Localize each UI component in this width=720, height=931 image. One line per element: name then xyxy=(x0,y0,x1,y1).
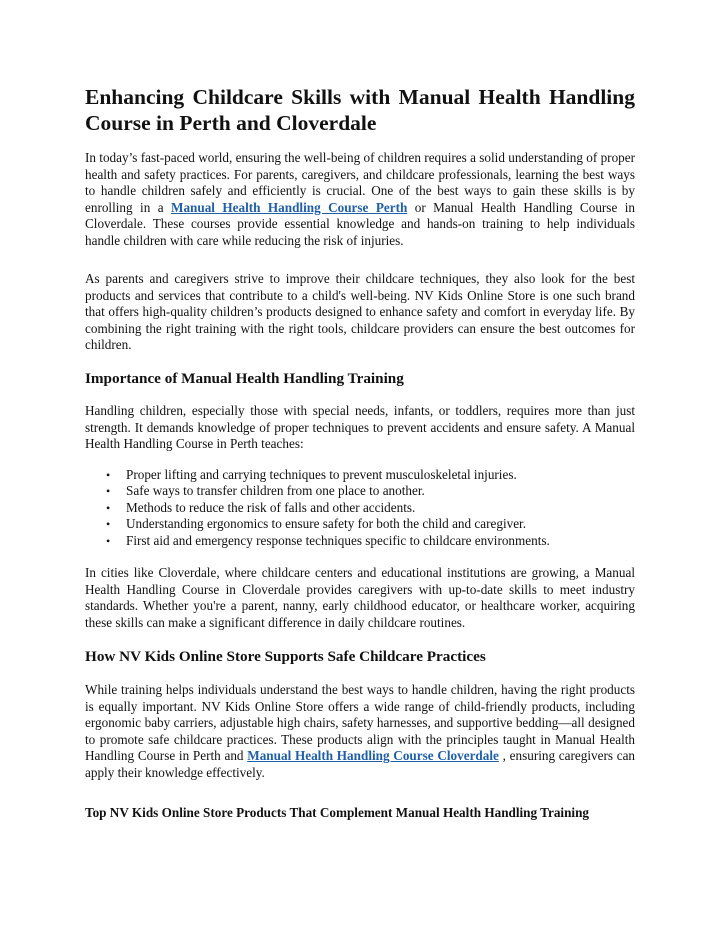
list-item xyxy=(85,483,635,499)
store-text-before-link: While training helps individuals understand the best ways to handle children, having the right products is equally important. NV Kids Online Store offers a wide range of child-friendly products, including ergonomic baby carriers, adjustable high chairs, safety harnesses, and supportive bedding—all designed to promote safe childcare practices. These products align with the principles taught in Manual Health Handling Course in Perth and xyxy=(85,682,635,764)
manual-health-handling-perth-link[interactable]: Manual Health Handling Course Perth xyxy=(171,199,408,215)
document-title: Enhancing Childcare Skills with Manual Health Handling Course in Perth and Cloverdale xyxy=(85,85,635,135)
list-item-text: Safe ways to transfer children from one place to another. xyxy=(126,483,425,499)
bullet-icon: • xyxy=(106,484,111,499)
importance-heading: Importance of Manual Health Handling Training xyxy=(85,370,404,387)
bullet-icon: • xyxy=(106,517,111,532)
list-item xyxy=(85,467,635,483)
bullet-icon: • xyxy=(106,468,111,482)
list-item xyxy=(85,533,635,549)
intro-paragraph xyxy=(85,150,635,250)
list-item-text: Proper lifting and carrying techniques to prevent musculoskeletal injuries. xyxy=(126,467,517,482)
manual-health-handling-cloverdale-link[interactable]: Manual Health Handling Course Cloverdale xyxy=(247,748,499,764)
bullet-icon: • xyxy=(106,533,111,548)
intro-text-after-link: or Manual Health Handling Course in Cloverdale. These courses provide essential knowledge and hands-on training to help individuals handle children with care while reducing the risk of injuries. xyxy=(85,199,635,248)
list-item-text: First aid and emergency response techniques specific to childcare environments. xyxy=(126,532,550,548)
importance-paragraph: Handling children, especially those with special needs, infants, or toddlers, requires more than just strength. It demands knowledge of proper techniques to prevent accidents and ensure safety. A Manual Health Handling Course in Perth teaches: xyxy=(85,403,635,452)
store-text-after-link: , ensuring caregivers can apply their knowledge effectively. xyxy=(85,748,636,780)
intro-text-before-link: In today’s fast-paced world, ensuring the well-being of children requires a solid understanding of proper health and safety practices. For parents, caregivers, and childcare professionals, learning the best ways to handle children safely and efficiently is crucial. One of the best ways to gain these skills is by enrolling in a xyxy=(85,150,635,215)
list-item-text: Understanding ergonomics to ensure safety for both the child and caregiver. xyxy=(126,516,527,532)
list-item xyxy=(85,516,635,532)
bullet-icon: • xyxy=(106,500,111,515)
list-item xyxy=(85,500,635,516)
products-heading: Top NV Kids Online Store Products That Complement Manual Health Handling Training xyxy=(85,805,590,820)
parents-paragraph: As parents and caregivers strive to improve their childcare techniques, they also look for the best products and services that contribute to a child's well-being. NV Kids Online Store is one such brand that offers high-quality children’s products designed to enhance safety and comfort in everyday life. By combining the right training with the right tools, childcare providers can ensure the best outcomes for children. xyxy=(85,271,635,353)
list-item-text: Methods to reduce the risk of falls and other accidents. xyxy=(126,499,416,515)
store-paragraph xyxy=(85,682,635,782)
training-topics-list xyxy=(85,467,635,549)
store-heading: How NV Kids Online Store Supports Safe Childcare Practices xyxy=(85,648,486,665)
cloverdale-paragraph: In cities like Cloverdale, where childcare centers and educational institutions are growing, a Manual Health Handling Course in Cloverdale provides caregivers with up-to-date skills to meet industry standards. Whether you're a parent, nanny, early childhood educator, or healthcare worker, acquiring these skills can make a significant difference in daily childcare routines. xyxy=(85,565,635,630)
